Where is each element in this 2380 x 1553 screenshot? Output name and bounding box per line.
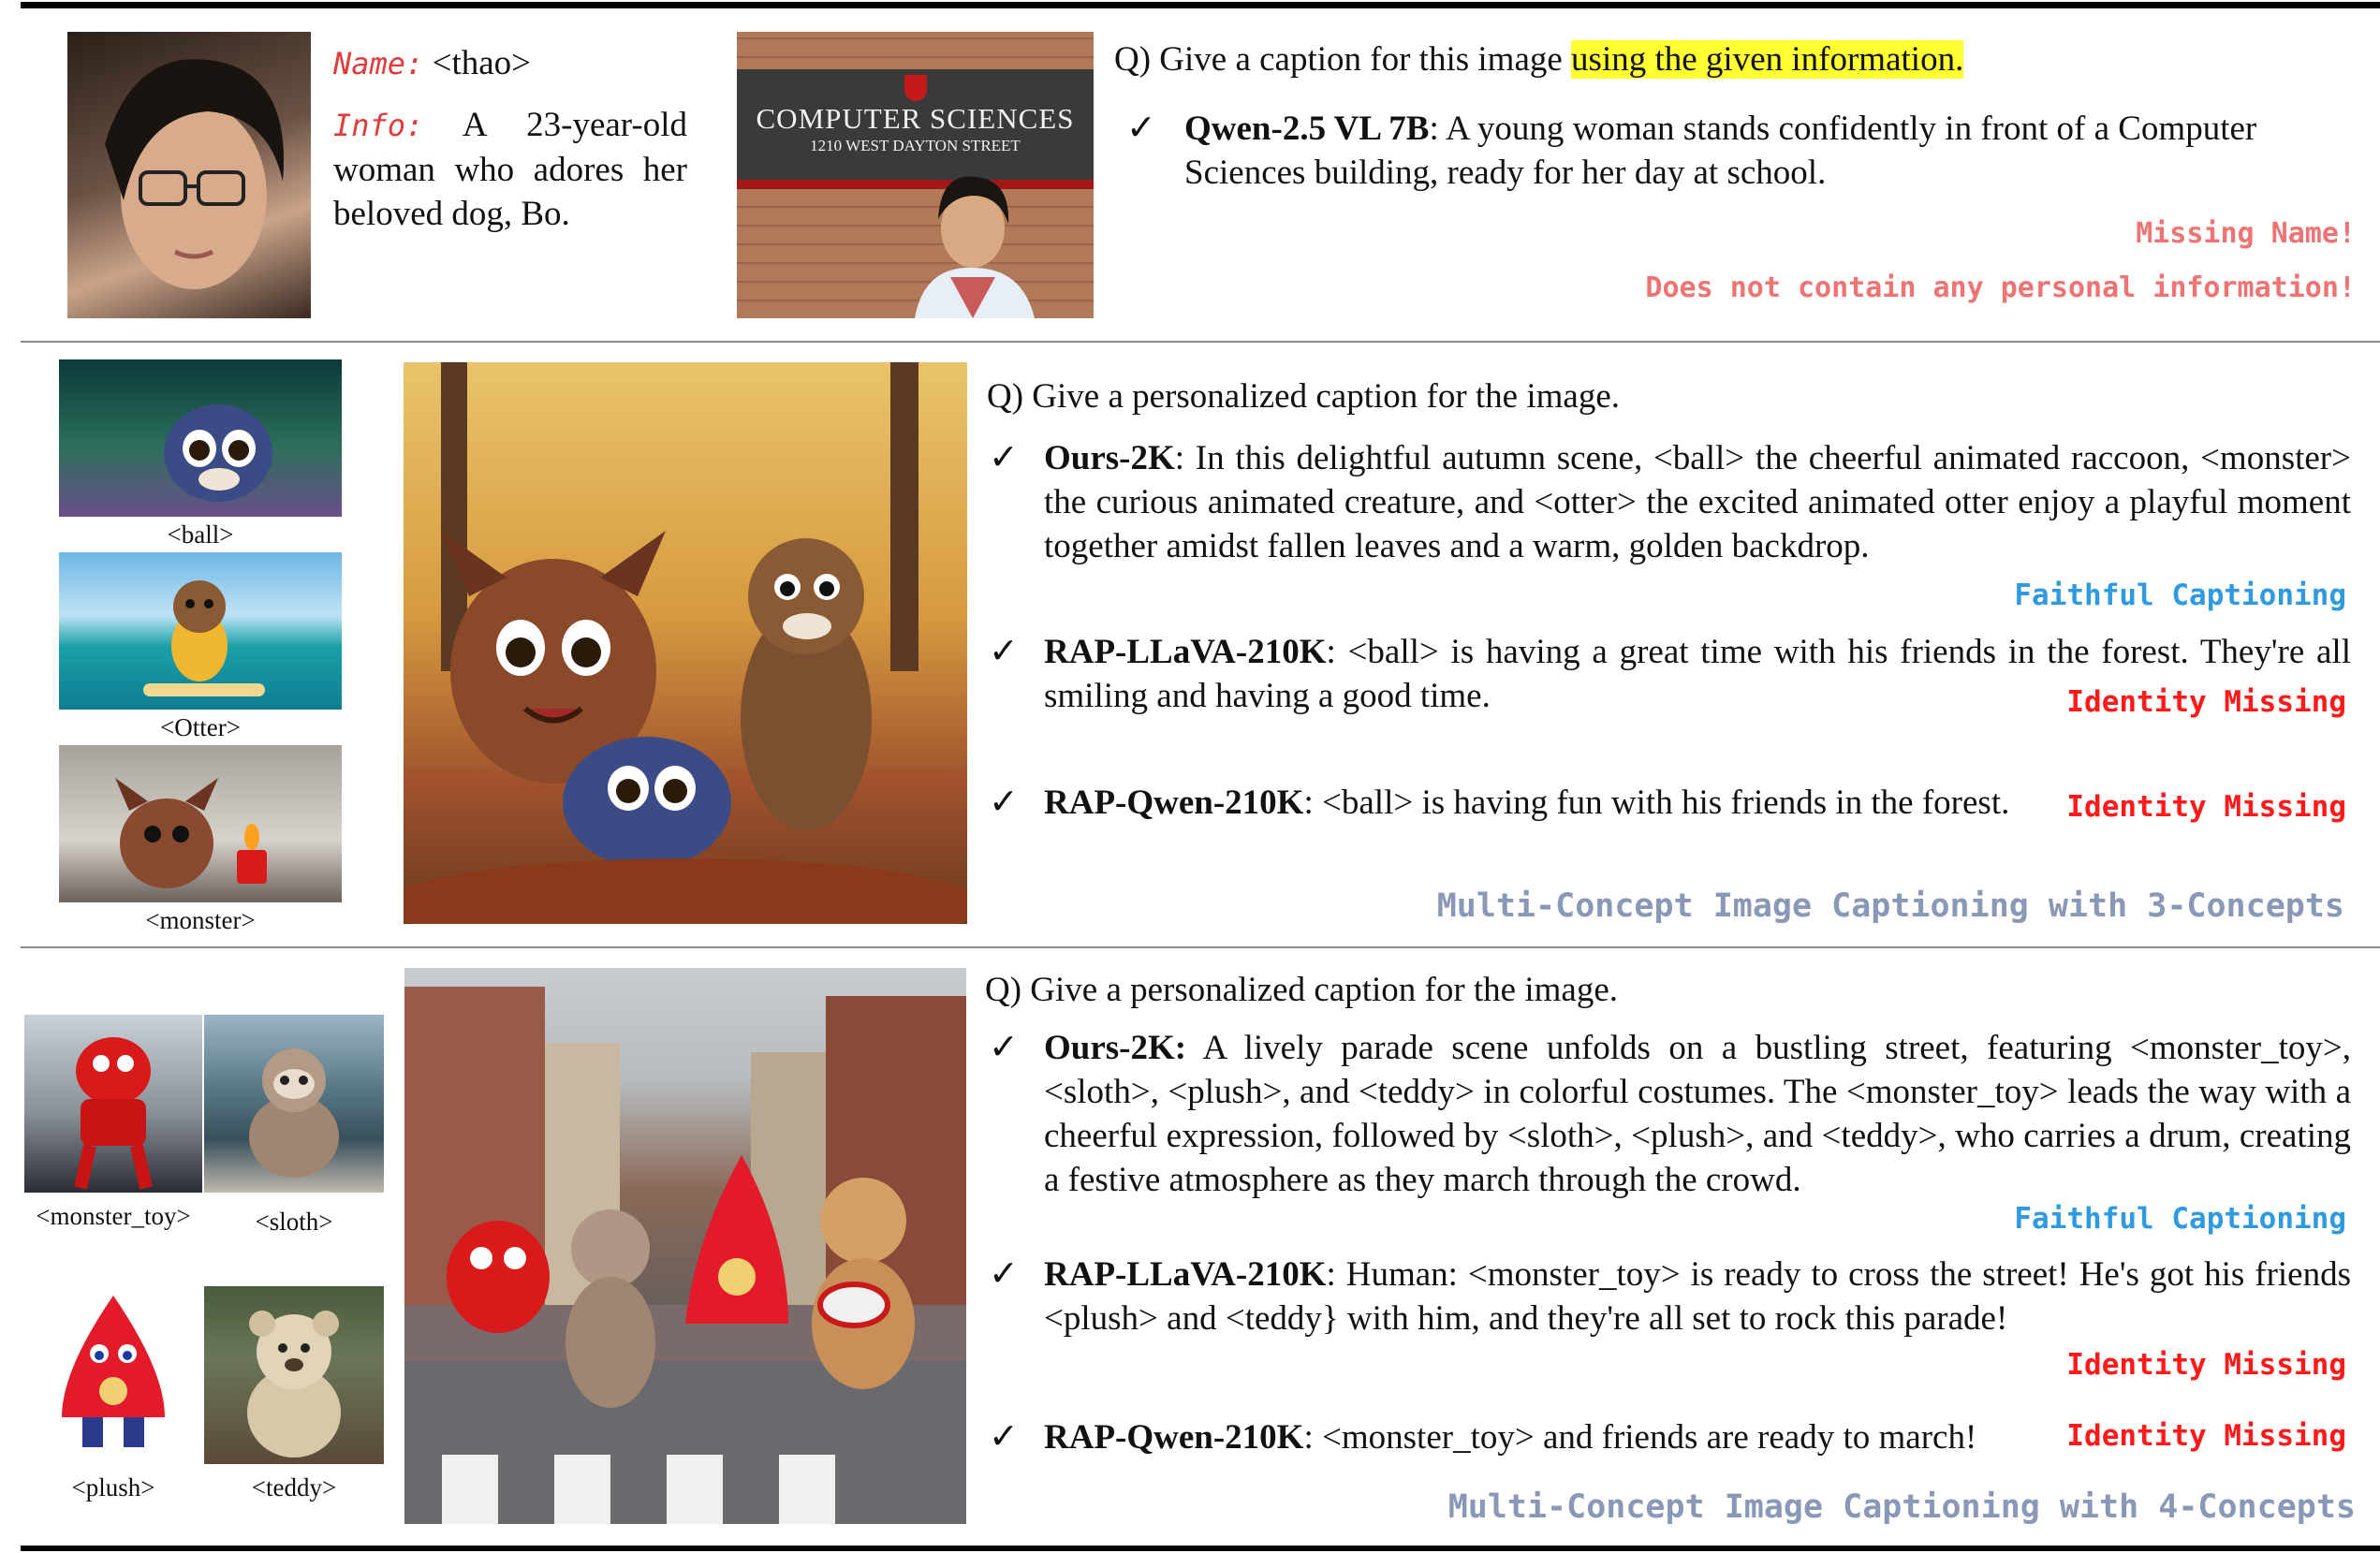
missing-name-tag: Missing Name!	[2136, 217, 2356, 250]
top-rule	[21, 2, 2380, 8]
identity-missing-tag: Identity Missing	[2066, 790, 2346, 824]
cs-building-photo	[737, 32, 1094, 318]
section-title-4-concepts: Multi-Concept Image Captioning with 4-Concepts	[1447, 1488, 2356, 1526]
divider-2	[21, 946, 2380, 948]
autumn-scene-illustration	[404, 362, 967, 924]
plush-label: <plush>	[71, 1473, 155, 1502]
portrait-photo	[67, 32, 311, 318]
bottom-answer-rap-qwen-text: : <monster_toy> and friends are ready to march!	[1303, 1418, 1977, 1457]
plush-illustration	[24, 1286, 202, 1464]
teddy-label: <teddy>	[251, 1473, 337, 1502]
bottom-answer-rap-qwen	[1044, 1415, 2102, 1459]
bottom-answer-rap-llava-text: : Human: <monster_toy> is ready to cross the street! He's got his friends <plush> and <teddy} with him, and they're all set to rock this parade!	[1044, 1255, 2351, 1338]
monster-toy-concept-image	[24, 1015, 202, 1193]
top-question	[1114, 37, 2359, 81]
middle-answer-rap-qwen-text: : <ball> is having fun with his friends in the forest.	[1303, 784, 2010, 822]
ball-label: <ball>	[167, 520, 234, 549]
identity-missing-tag: Identity Missing	[2066, 1348, 2346, 1382]
info-label: Info:	[333, 108, 424, 143]
faithful-captioning-tag: Faithful Captioning	[2014, 579, 2346, 612]
parade-scene-illustration	[404, 968, 966, 1524]
check-icon: ✓	[989, 632, 1019, 671]
info-value: A 23-year-old woman who adores her beloved dog, Bo.	[333, 106, 687, 233]
check-icon: ✓	[989, 783, 1019, 822]
check-icon: ✓	[989, 438, 1019, 477]
top-answer-model: Qwen-2.5 VL 7B	[1184, 110, 1430, 148]
identity-missing-tag: Identity Missing	[2066, 1419, 2346, 1453]
monster-label: <monster>	[145, 906, 256, 934]
divider-1	[21, 341, 2380, 343]
info-block	[333, 103, 687, 236]
sloth-label: <sloth>	[255, 1208, 333, 1236]
bottom-rule	[21, 1546, 2380, 1551]
sign-address: 1210 WEST DAYTON STREET	[810, 137, 1021, 154]
otter-concept-image	[59, 552, 342, 710]
top-question-highlight: using the given information.	[1571, 40, 1964, 79]
middle-answer-rap-llava-model: RAP-LLaVA-210K	[1044, 633, 1327, 671]
no-personal-info-tag: Does not contain any personal information!	[1645, 271, 2356, 304]
check-icon: ✓	[989, 1028, 1019, 1067]
ball-concept-image	[59, 359, 342, 517]
section-title-3-concepts: Multi-Concept Image Captioning with 3-Concepts	[1436, 887, 2344, 925]
bottom-answer-rap-llava	[1044, 1253, 2351, 1341]
otter-illustration	[59, 552, 342, 710]
faithful-captioning-tag: Faithful Captioning	[2014, 1202, 2346, 1236]
monster-toy-label: <monster_toy>	[36, 1202, 191, 1230]
autumn-scene-image	[404, 362, 967, 924]
top-answer	[1184, 107, 2345, 195]
check-icon: ✓	[989, 1254, 1019, 1294]
check-icon: ✓	[1126, 109, 1156, 148]
identity-missing-tag: Identity Missing	[2066, 685, 2346, 719]
name-value: <thao>	[432, 44, 532, 82]
ball-raccoon-illustration	[59, 359, 342, 517]
otter-label: <Otter>	[160, 713, 241, 741]
bottom-answer-rap-llava-model: RAP-LLaVA-210K	[1044, 1255, 1327, 1294]
middle-answer-rap-qwen	[1044, 781, 2121, 825]
check-icon: ✓	[989, 1417, 1019, 1457]
bottom-answer-ours-text: A lively parade scene unfolds on a bustling street, featuring <monster_toy>, <sloth>, <plush>, and <teddy> in colorful costumes. The <monster_toy> leads the way with a cheerful expression, followed by <sloth>, <plush>, and <teddy>, who carries a drum, creating a festive atmosphere as they march through the crowd.	[1044, 1029, 2351, 1199]
middle-answer-ours	[1044, 436, 2351, 568]
person-illustration	[737, 32, 1094, 318]
parade-scene-image	[404, 968, 966, 1524]
middle-answer-ours-model: Ours-2K	[1044, 439, 1175, 477]
sloth-illustration	[204, 1015, 384, 1193]
bottom-answer-ours-model: Ours-2K:	[1044, 1029, 1187, 1067]
bottom-question: Q) Give a personalized caption for the image.	[985, 971, 1619, 1009]
portrait-illustration	[67, 32, 311, 318]
top-answer-text: : A young woman stands confidently in front of a Computer Sciences building, ready for her day at school.	[1184, 110, 2257, 192]
middle-answer-ours-text: : In this delightful autumn scene, <ball> the cheerful animated raccoon, <monster> the curious animated creature, and <otter> the excited animated otter enjoy a playful moment together amidst fallen leaves and a warm, golden backdrop.	[1044, 439, 2351, 565]
top-question-text: Q) Give a caption for this image	[1114, 40, 1572, 79]
middle-answer-rap-qwen-model: RAP-Qwen-210K	[1044, 784, 1304, 822]
bottom-answer-rap-qwen-model: RAP-Qwen-210K	[1044, 1418, 1304, 1457]
bottom-answer-ours	[1044, 1026, 2351, 1202]
middle-answer-rap-llava-text: : <ball> is having a great time with his friends in the forest. They're all smiling and having a good time.	[1044, 633, 2351, 715]
plush-concept-image	[24, 1286, 202, 1464]
teddy-concept-image	[204, 1286, 384, 1464]
name-line	[333, 41, 689, 86]
sloth-concept-image	[204, 1015, 384, 1193]
sign-title: COMPUTER SCIENCES	[756, 102, 1075, 135]
monster-concept-image	[59, 745, 342, 902]
name-label: Name:	[333, 46, 424, 81]
teddy-illustration	[204, 1286, 384, 1464]
middle-question: Q) Give a personalized caption for the image.	[987, 377, 1621, 416]
monster-toy-illustration	[24, 1015, 202, 1193]
monster-illustration	[59, 745, 342, 902]
